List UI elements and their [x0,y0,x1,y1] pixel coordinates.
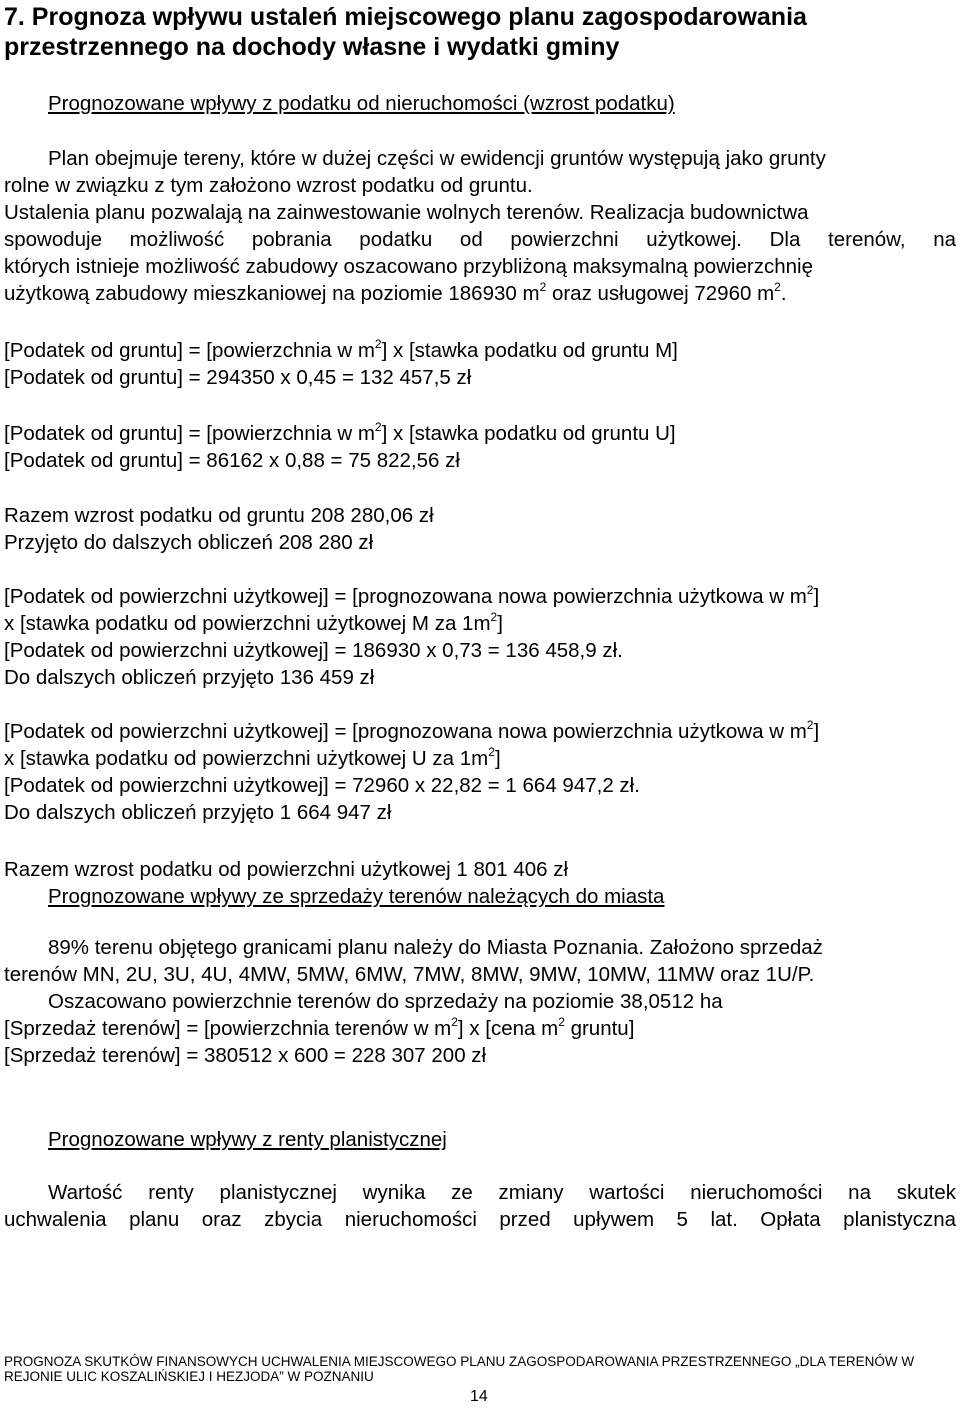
paragraph-line: których istnieje możliwość zabudowy oszacowano przybliżoną maksymalną powierzchnię [4,255,813,278]
footer-line2: REJONIE ULIC KOSZALIŃSKIEJ I HEZJODA” W POZNANIU [4,1369,374,1384]
formula-land-tax-u: [Podatek od gruntu] = [powierzchnia w $m^2$] x [stawka podatku od gruntu U] [4,420,676,445]
total-usable-area-tax: Razem wzrost podatku od powierzchni użytkowej 1 801 406 zł [4,858,569,881]
subsection-title-planning-fee: Prognozowane wpływy z renty planistycznej [48,1128,447,1151]
adopted-usable-area-tax-u: Do dalszych obliczeń przyjęto 1 664 947 zł [4,801,392,824]
subsection-title-property-tax: Prognozowane wpływy z podatku od nieruchomości (wzrost podatku) [48,92,675,115]
page-number: 14 [470,1388,488,1405]
formula-usable-area-tax-u: [Podatek od powierzchni użytkowej] = [prognozowana nowa powierzchnia użytkowa w $m^2$] [4,718,820,743]
subsection-title-land-sales: Prognozowane wpływy ze sprzedaży terenów należących do miasta [48,885,665,908]
section-heading-line1: 7. Prognoza wpływu ustaleń miejscowego planu zagospodarowania [4,3,807,31]
paragraph-line: Oszacowano powierzchnie terenów do sprzedaży na poziomie 38,0512 ha [48,990,723,1013]
calculation-usable-area-tax-u: [Podatek od powierzchni użytkowej] = 72960 x 22,82 = 1 664 947,2 zł. [4,774,640,797]
formula-land-sale: [Sprzedaż terenów] = [powierzchnia terenów w $m^2$] x [cena $m^2$ gruntu] [4,1015,635,1040]
paragraph-line: Ustalenia planu pozwalają na zainwestowanie wolnych terenów. Realizacja budownictwa [4,201,809,224]
paragraph-line: uchwalenia planu oraz zbycia nieruchomości przed upływem 5 lat. Opłata planistyczna [4,1208,956,1231]
calculation-land-tax-u: [Podatek od gruntu] = 86162 x 0,88 = 75 822,56 zł [4,449,460,472]
footer-line1: PROGNOZA SKUTKÓW FINANSOWYCH UCHWALENIA MIEJSCOWEGO PLANU ZAGOSPODAROWANIA PRZESTRZENNEGO „DLA TERENÓW W [4,1354,915,1369]
section-heading-line2: przestrzennego na dochody własne i wydatki gminy [4,33,620,61]
calculation-land-tax-m: [Podatek od gruntu] = 294350 x 0,45 = 132 457,5 zł [4,366,472,389]
formula-usable-area-tax-u-rate: x [stawka podatku od powierzchni użytkowej U za $1m^2$] [4,745,501,770]
adopted-land-tax: Przyjęto do dalszych obliczeń 208 280 zł [4,531,374,554]
paragraph-line: spowoduje możliwość pobrania podatku od powierzchni użytkowej. Dla terenów, na [4,228,956,251]
calculation-usable-area-tax-m: [Podatek od powierzchni użytkowej] = 186930 x 0,73 = 136 458,9 zł. [4,639,623,662]
calculation-land-sale: [Sprzedaż terenów] = 380512 x 600 = 228 307 200 zł [4,1044,487,1067]
paragraph-line-areas: użytkową zabudowy mieszkaniowej na poziomie 186930 $m^2$ oraz usługowej 72960 $m^2$. [4,280,787,305]
formula-usable-area-tax-m: [Podatek od powierzchni użytkowej] = [prognozowana nowa powierzchnia użytkowa w $m^2$] [4,583,820,608]
paragraph-line: terenów MN, 2U, 3U, 4U, 4MW, 5MW, 6MW, 7MW, 8MW, 9MW, 10MW, 11MW oraz 1U/P. [4,963,815,986]
formula-usable-area-tax-m-rate: x [stawka podatku od powierzchni użytkowej M za $1m^2$] [4,610,503,635]
total-land-tax: Razem wzrost podatku od gruntu 208 280,06 zł [4,504,434,527]
formula-land-tax-m: [Podatek od gruntu] = [powierzchnia w $m^2$] x [stawka podatku od gruntu M] [4,337,678,362]
paragraph-line: Wartość renty planistycznej wynika ze zmiany wartości nieruchomości na skutek [48,1181,956,1204]
adopted-usable-area-tax-m: Do dalszych obliczeń przyjęto 136 459 zł [4,666,375,689]
paragraph-line: rolne w związku z tym założono wzrost podatku od gruntu. [4,174,533,197]
paragraph-line: 89% terenu objętego granicami planu należy do Miasta Poznania. Założono sprzedaż [48,936,823,959]
paragraph-line: Plan obejmuje tereny, które w dużej części w ewidencji gruntów występują jako grunty [48,147,826,170]
